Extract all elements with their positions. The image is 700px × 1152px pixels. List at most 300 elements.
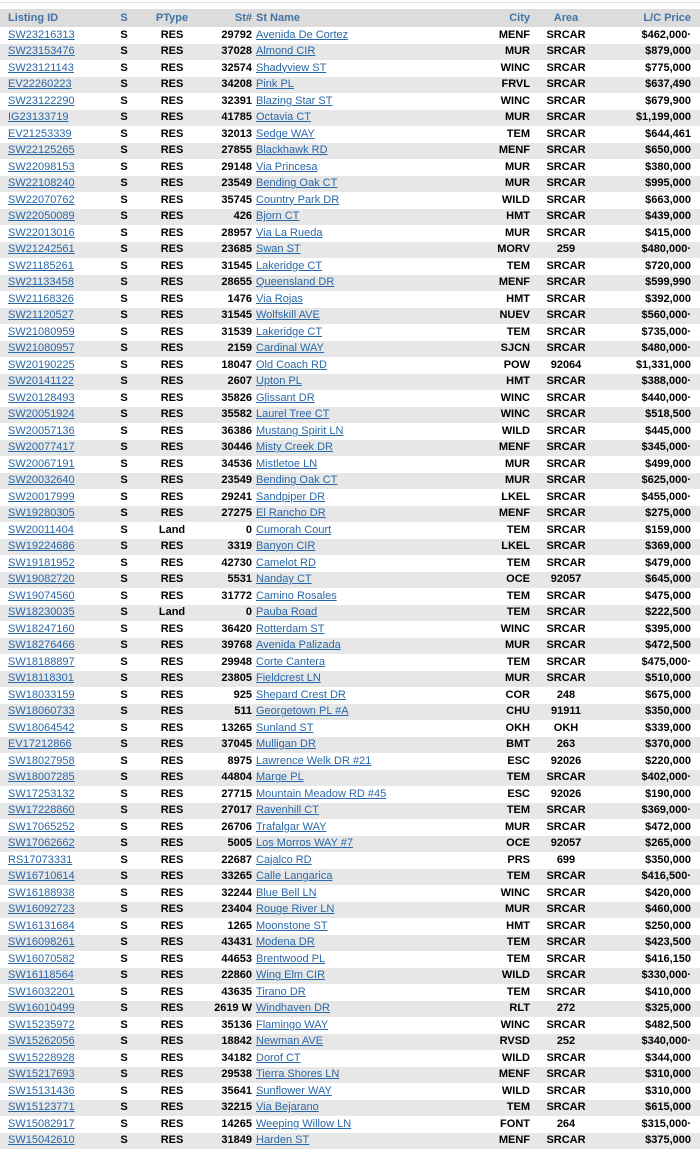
listing-id-link[interactable]: SW21080959 xyxy=(8,325,75,338)
street-name-link[interactable]: Mustang Spirit LN xyxy=(256,424,344,437)
table-row xyxy=(0,1017,700,1034)
st-number-cell: 32574 xyxy=(221,61,252,74)
st-number-cell: 29241 xyxy=(221,490,252,503)
st-number-cell: 33265 xyxy=(204,869,254,886)
st-name-cell xyxy=(254,687,450,704)
st-name-cell xyxy=(254,869,450,886)
price-cell: $395,000 xyxy=(645,622,691,635)
listing-id-link[interactable]: SW19224686 xyxy=(8,540,75,553)
table-row xyxy=(0,572,700,589)
st-number-cell: 31849 xyxy=(204,1133,254,1150)
listing-id-link[interactable]: SW22125265 xyxy=(8,144,75,157)
ptype-cell: RES xyxy=(140,176,204,193)
area-cell: 259 xyxy=(530,242,602,259)
st-name-cell xyxy=(254,770,450,787)
area-cell: SRCAR xyxy=(546,523,586,536)
listing-id-link[interactable]: SW22070762 xyxy=(8,193,75,206)
city-cell: HMT xyxy=(450,374,530,391)
area-cell: SRCAR xyxy=(530,539,602,556)
table-row xyxy=(0,737,700,754)
status-cell: S xyxy=(108,869,140,886)
table-row xyxy=(0,638,700,655)
listing-id-link[interactable]: SW16010499 xyxy=(8,1002,75,1015)
street-name-link[interactable]: Sedge WAY xyxy=(256,127,315,140)
street-name-link[interactable]: Shadyview ST xyxy=(256,61,327,74)
ptype-cell: RES xyxy=(160,754,184,767)
street-name-link[interactable]: Banyon CIR xyxy=(256,540,316,553)
listing-id-cell xyxy=(0,671,108,688)
area-cell: 92064 xyxy=(550,358,582,371)
st-number-cell: 32391 xyxy=(221,94,252,107)
listing-id-link[interactable]: SW18027958 xyxy=(8,754,75,767)
street-name-link[interactable]: Mountain Meadow RD #45 xyxy=(256,787,387,800)
st-number-cell: 23404 xyxy=(204,902,254,919)
price-cell: $250,000 xyxy=(645,919,691,932)
listing-id-link[interactable]: SW19074560 xyxy=(8,589,75,602)
price-cell: $1,331,000 xyxy=(635,358,691,371)
st-name-cell xyxy=(254,984,450,1001)
listing-id-link[interactable]: SW16710614 xyxy=(8,870,75,883)
price-cell: $350,000 xyxy=(602,704,700,721)
listing-id-link[interactable]: SW17062662 xyxy=(8,837,75,850)
street-name-link[interactable]: Windhaven DR xyxy=(256,1002,330,1015)
st-number-cell: 36386 xyxy=(221,424,252,437)
listing-id-cell xyxy=(0,27,108,44)
listing-id-link[interactable]: SW18247160 xyxy=(8,622,75,635)
ptype-cell: RES xyxy=(160,556,184,569)
st-name-cell xyxy=(254,44,450,61)
city-cell: TEM xyxy=(450,605,530,622)
st-number-cell: 13265 xyxy=(221,721,252,734)
street-name-link[interactable]: Dorof CT xyxy=(256,1051,301,1064)
st-name-cell xyxy=(254,308,450,325)
street-name-link[interactable]: Lawrence Welk DR #21 xyxy=(256,754,372,767)
street-name-link[interactable]: Misty Creek DR xyxy=(256,441,334,454)
street-name-link[interactable]: Modena DR xyxy=(256,936,315,949)
city-cell: WILD xyxy=(501,193,530,206)
street-name-link[interactable]: Rotterdam ST xyxy=(256,622,325,635)
listing-id-link[interactable]: SW21133458 xyxy=(8,276,74,289)
listing-id-link[interactable]: SW20032640 xyxy=(8,474,75,487)
listing-id-link[interactable]: SW16032201 xyxy=(8,985,75,998)
status-cell: S xyxy=(120,292,128,305)
st-name-cell xyxy=(254,836,450,853)
city-cell: MUR xyxy=(504,457,530,470)
listing-id-cell xyxy=(0,902,108,919)
street-name-link[interactable]: Rouge River LN xyxy=(256,903,335,916)
listing-id-cell xyxy=(0,275,108,292)
price-cell: $644,461 xyxy=(645,127,691,140)
street-name-link[interactable]: Cardinal WAY xyxy=(256,342,324,355)
street-name-link[interactable]: Blue Bell LN xyxy=(256,886,317,899)
street-name-link[interactable]: Brentwood PL xyxy=(256,952,326,965)
table-row xyxy=(0,720,700,737)
listing-id-link[interactable]: SW20141122 xyxy=(8,375,74,388)
price-cell: $344,000 xyxy=(645,1051,691,1064)
status-cell: S xyxy=(108,176,140,193)
st-name-cell xyxy=(254,1017,450,1034)
status-cell: S xyxy=(108,638,140,655)
street-name-link[interactable]: Blazing Star ST xyxy=(256,94,333,107)
top-divider xyxy=(0,2,700,3)
status-cell: S xyxy=(120,1051,128,1064)
listing-id-link[interactable]: SW21185261 xyxy=(8,259,74,272)
price-cell: $472,000 xyxy=(645,820,691,833)
ptype-cell: RES xyxy=(140,209,204,226)
street-name-link[interactable]: Bending Oak CT xyxy=(256,474,338,487)
city-cell: WILD xyxy=(501,424,530,437)
street-name-link[interactable]: Octavia CT xyxy=(256,111,312,124)
listing-id-link[interactable]: SW20128493 xyxy=(8,391,75,404)
st-name-cell xyxy=(254,242,450,259)
listing-id-cell xyxy=(0,737,108,754)
column-header-status[interactable]: S xyxy=(108,9,140,27)
area-cell: 92057 xyxy=(530,572,602,589)
listing-id-link[interactable]: SW15262056 xyxy=(8,1035,75,1048)
st-name-cell xyxy=(254,588,450,605)
ptype-cell: RES xyxy=(140,902,204,919)
price-cell: $420,000 xyxy=(645,886,691,899)
area-cell: SRCAR xyxy=(546,94,586,107)
st-number-cell: 31772 xyxy=(221,589,252,602)
listing-id-cell xyxy=(0,341,108,358)
table-row xyxy=(0,159,700,176)
city-cell: TEM xyxy=(450,869,530,886)
st-number-cell: 35826 xyxy=(221,391,252,404)
city-cell: TEM xyxy=(506,589,530,602)
area-cell: SRCAR xyxy=(530,1100,602,1117)
table-row xyxy=(0,60,700,77)
st-name-cell xyxy=(254,1133,450,1150)
ptype-cell: RES xyxy=(140,1001,204,1018)
area-cell: SRCAR xyxy=(530,308,602,325)
status-cell: S xyxy=(108,440,140,457)
table-row xyxy=(0,225,700,242)
street-name-link[interactable]: Almond CIR xyxy=(256,45,316,58)
listing-id-link[interactable]: SW17253132 xyxy=(8,787,75,800)
street-name-link[interactable]: Swan ST xyxy=(256,243,301,256)
listing-id-link[interactable]: SW21080957 xyxy=(8,342,75,355)
price-cell: $995,000 xyxy=(602,176,700,193)
listing-id-link[interactable]: SW16098261 xyxy=(8,936,75,949)
ptype-cell: Land xyxy=(158,523,186,536)
listing-id-link[interactable]: SW20190225 xyxy=(8,358,75,371)
listing-id-link[interactable]: SW22013016 xyxy=(8,226,75,239)
st-number-cell: 35136 xyxy=(221,1018,252,1031)
table-row xyxy=(0,539,700,556)
listing-id-link[interactable]: SW20077417 xyxy=(8,441,75,454)
st-number-cell: 0 xyxy=(245,523,252,536)
ptype-cell: RES xyxy=(140,737,204,754)
listing-id-link[interactable]: SW19082720 xyxy=(8,573,75,586)
listing-id-link[interactable]: SW17065252 xyxy=(8,820,75,833)
listing-id-link[interactable]: EV22260223 xyxy=(8,78,72,91)
listing-id-link[interactable]: EV21253339 xyxy=(8,127,72,140)
listing-id-link[interactable]: SW18276466 xyxy=(8,639,75,652)
table-row xyxy=(0,489,700,506)
street-name-link[interactable]: Tierra Shores LN xyxy=(256,1068,340,1081)
table-row xyxy=(0,176,700,193)
listing-id-link[interactable]: IG23133719 xyxy=(8,111,69,124)
table-row xyxy=(0,374,700,391)
status-cell: S xyxy=(120,688,128,701)
ptype-cell: RES xyxy=(160,655,184,668)
listing-id-link[interactable]: SW20051924 xyxy=(8,408,75,421)
listing-id-link[interactable]: SW21168326 xyxy=(8,292,74,305)
listing-id-link[interactable]: SW19280305 xyxy=(8,507,75,520)
street-name-link[interactable]: Georgetown PL #A xyxy=(256,705,349,718)
city-cell: TEM xyxy=(450,770,530,787)
city-cell: PRS xyxy=(507,853,530,866)
listing-id-link[interactable]: SW15235972 xyxy=(8,1018,75,1031)
street-name-link[interactable]: Mulligan DR xyxy=(256,738,316,751)
street-name-link[interactable]: Sandpiper DR xyxy=(256,490,326,503)
listing-id-link[interactable]: SW23122290 xyxy=(8,94,75,107)
listing-id-link[interactable]: SW23216313 xyxy=(8,28,75,41)
listing-id-link[interactable]: SW16131684 xyxy=(8,919,75,932)
st-number-cell: 27017 xyxy=(204,803,254,820)
listing-id-link[interactable]: SW16092723 xyxy=(8,903,75,916)
st-name-cell xyxy=(254,951,450,968)
street-name-link[interactable]: Via Rojas xyxy=(256,292,303,305)
street-name-link[interactable]: Bjorn CT xyxy=(256,210,300,223)
ptype-cell: RES xyxy=(160,127,184,140)
street-name-link[interactable]: Old Coach RD xyxy=(256,358,327,371)
ptype-cell: RES xyxy=(140,143,204,160)
street-name-link[interactable]: Weeping Willow LN xyxy=(256,1117,352,1130)
street-name-link[interactable]: Camino Rosales xyxy=(256,589,337,602)
st-name-cell xyxy=(254,291,450,308)
price-cell: $472,500 xyxy=(602,638,700,655)
street-name-link[interactable]: Laurel Tree CT xyxy=(256,408,330,421)
listing-id-link[interactable]: SW18007285 xyxy=(8,771,75,784)
status-cell: S xyxy=(108,737,140,754)
city-cell: NUEV xyxy=(450,308,530,325)
column-header-listing-id[interactable]: Listing ID xyxy=(0,9,108,27)
street-name-link[interactable]: Lakeridge CT xyxy=(256,259,323,272)
street-name-link[interactable]: Moonstone ST xyxy=(256,919,328,932)
listing-id-link[interactable]: SW16118564 xyxy=(8,969,74,982)
price-cell: $879,000 xyxy=(602,44,700,61)
st-name-cell xyxy=(254,209,450,226)
street-name-link[interactable]: Via Princesa xyxy=(256,160,318,173)
street-name-link[interactable]: Blackhawk RD xyxy=(256,144,328,157)
street-name-link[interactable]: Via La Rueda xyxy=(256,226,323,239)
st-number-cell: 42730 xyxy=(221,556,252,569)
street-name-link[interactable]: Upton PL xyxy=(256,375,302,388)
table-row xyxy=(0,803,700,820)
city-cell: TEM xyxy=(506,523,530,536)
st-number-cell: 35641 xyxy=(221,1084,252,1097)
st-name-cell xyxy=(254,704,450,721)
listing-id-link[interactable]: EV17212866 xyxy=(8,738,72,751)
listing-id-cell xyxy=(0,1067,108,1084)
area-cell: SRCAR xyxy=(546,193,586,206)
st-number-cell: 22687 xyxy=(221,853,252,866)
street-name-link[interactable]: Via Bejarano xyxy=(256,1101,319,1114)
price-cell: $720,000 xyxy=(645,259,691,272)
area-cell: SRCAR xyxy=(530,209,602,226)
listing-id-link[interactable]: SW23153476 xyxy=(8,45,75,58)
listing-id-cell xyxy=(0,588,108,605)
status-cell: S xyxy=(108,308,140,325)
listing-id-link[interactable]: SW18118301 xyxy=(8,672,74,685)
column-header-st-name[interactable]: St Name xyxy=(254,9,450,27)
st-name-cell xyxy=(254,1116,450,1133)
listing-id-link[interactable]: SW15131436 xyxy=(8,1084,75,1097)
table-row xyxy=(0,440,700,457)
street-name-link[interactable]: Ravenhill CT xyxy=(256,804,319,817)
street-name-link[interactable]: Nanday CT xyxy=(256,573,312,586)
status-cell: S xyxy=(120,1117,128,1130)
price-cell: $445,000 xyxy=(645,424,691,437)
price-cell: $615,000 xyxy=(602,1100,700,1117)
st-name-cell xyxy=(254,423,450,440)
street-name-link[interactable]: El Rancho DR xyxy=(256,507,326,520)
street-name-link[interactable]: Harden ST xyxy=(256,1134,310,1147)
street-name-link[interactable]: Sunflower WAY xyxy=(256,1084,332,1097)
listing-id-link[interactable]: SW22050089 xyxy=(8,210,75,223)
listing-id-cell xyxy=(0,1001,108,1018)
city-cell: MUR xyxy=(450,902,530,919)
listings-body xyxy=(0,27,700,1149)
city-cell: MUR xyxy=(450,671,530,688)
street-name-link[interactable]: Wolfskill AVE xyxy=(256,309,320,322)
listing-id-link[interactable]: SW23121143 xyxy=(8,61,74,74)
area-cell: SRCAR xyxy=(546,391,586,404)
listing-id-link[interactable]: SW21242561 xyxy=(8,243,75,256)
listing-id-link[interactable]: SW18230035 xyxy=(8,606,75,619)
street-name-link[interactable]: Pink PL xyxy=(256,78,294,91)
listing-id-link[interactable]: SW22098153 xyxy=(8,160,75,173)
listing-id-link[interactable]: SW21120527 xyxy=(8,309,74,322)
listing-id-link[interactable]: SW18188897 xyxy=(8,655,75,668)
street-name-link[interactable]: Los Morros WAY #7 xyxy=(256,837,353,850)
listing-id-link[interactable]: SW16188938 xyxy=(8,886,75,899)
status-cell: S xyxy=(108,275,140,292)
street-name-link[interactable]: Cumorah Court xyxy=(256,523,332,536)
st-name-cell xyxy=(254,737,450,754)
status-cell: S xyxy=(108,968,140,985)
street-name-link[interactable]: Country Park DR xyxy=(256,193,340,206)
street-name-link[interactable]: Fieldcrest LN xyxy=(256,672,321,685)
street-name-link[interactable]: Wing Elm CIR xyxy=(256,969,326,982)
street-name-link[interactable]: Trafalgar WAY xyxy=(256,820,327,833)
city-cell: ESC xyxy=(507,754,530,767)
street-name-link[interactable]: Queensland DR xyxy=(256,276,335,289)
city-cell: TEM xyxy=(506,985,530,998)
area-cell: SRCAR xyxy=(530,671,602,688)
listing-id-link[interactable]: SW20067191 xyxy=(8,457,75,470)
st-number-cell: 29538 xyxy=(204,1067,254,1084)
listing-id-link[interactable]: SW17228860 xyxy=(8,804,75,817)
street-name-link[interactable]: Avenida Palizada xyxy=(256,639,341,652)
listing-id-link[interactable]: SW18060733 xyxy=(8,705,75,718)
listing-id-cell xyxy=(0,555,108,572)
listing-id-link[interactable]: SW22108240 xyxy=(8,177,75,190)
listing-id-cell xyxy=(0,522,108,539)
ptype-cell: RES xyxy=(140,341,204,358)
st-name-cell xyxy=(254,1001,450,1018)
listing-id-link[interactable]: SW15217693 xyxy=(8,1068,75,1081)
street-name-link[interactable]: Glissant DR xyxy=(256,391,315,404)
street-name-link[interactable]: Newman AVE xyxy=(256,1035,324,1048)
listing-id-link[interactable]: SW20011404 xyxy=(8,523,74,536)
street-name-link[interactable]: Marge PL xyxy=(256,771,304,784)
listing-id-link[interactable]: SW18064542 xyxy=(8,721,75,734)
listing-id-link[interactable]: SW15228928 xyxy=(8,1051,75,1064)
city-cell: HMT xyxy=(450,209,530,226)
listing-id-link[interactable]: SW18033159 xyxy=(8,688,75,701)
ptype-cell: RES xyxy=(140,803,204,820)
price-cell: $679,900 xyxy=(645,94,691,107)
st-name-cell xyxy=(254,539,450,556)
listing-id-link[interactable]: SW19181952 xyxy=(8,556,75,569)
listing-id-link[interactable]: SW20017999 xyxy=(8,490,75,503)
street-name-link[interactable]: Shepard Crest DR xyxy=(256,688,346,701)
area-cell: SRCAR xyxy=(546,655,586,668)
column-header-ptype[interactable]: PType xyxy=(140,9,204,27)
table-row xyxy=(0,357,700,374)
status-cell: S xyxy=(108,803,140,820)
status-cell: S xyxy=(108,605,140,622)
street-name-link[interactable]: Camelot RD xyxy=(256,556,316,569)
st-name-cell xyxy=(254,852,450,869)
listing-id-link[interactable]: SW15042610 xyxy=(8,1134,75,1147)
street-name-link[interactable]: Avenida De Cortez xyxy=(256,28,349,41)
price-cell: $265,000 xyxy=(602,836,700,853)
street-name-link[interactable]: Bending Oak CT xyxy=(256,177,338,190)
column-header-price[interactable]: L/C Price xyxy=(602,9,700,27)
street-name-link[interactable]: Corte Cantera xyxy=(256,655,326,668)
street-name-link[interactable]: Sunland ST xyxy=(256,721,314,734)
city-cell: WINC xyxy=(500,622,530,635)
status-cell: S xyxy=(120,457,128,470)
column-header-area[interactable]: Area xyxy=(530,9,602,27)
st-number-cell: 23805 xyxy=(204,671,254,688)
st-name-cell xyxy=(254,1067,450,1084)
listing-id-cell xyxy=(0,506,108,523)
street-name-link[interactable]: Calle Langarica xyxy=(256,870,333,883)
area-cell: SRCAR xyxy=(546,820,586,833)
street-name-link[interactable]: Mistletoe LN xyxy=(256,457,318,470)
st-name-cell xyxy=(254,572,450,589)
listing-id-link[interactable]: RS17073331 xyxy=(8,853,73,866)
street-name-link[interactable]: Pauba Road xyxy=(256,606,318,619)
listing-id-link[interactable]: SW20057136 xyxy=(8,424,75,437)
column-header-city[interactable]: City xyxy=(450,9,530,27)
area-cell: 252 xyxy=(530,1034,602,1051)
price-cell: $388,000· xyxy=(602,374,700,391)
street-name-link[interactable]: Lakeridge CT xyxy=(256,325,323,338)
price-cell: $735,000· xyxy=(641,325,691,338)
status-cell: S xyxy=(108,539,140,556)
area-cell: SRCAR xyxy=(530,803,602,820)
area-cell: SRCAR xyxy=(530,968,602,985)
street-name-link[interactable]: Cajalco RD xyxy=(256,853,312,866)
st-name-cell xyxy=(254,258,450,275)
street-name-link[interactable]: Flamingo WAY xyxy=(256,1018,329,1031)
listing-id-link[interactable]: SW15082917 xyxy=(8,1117,75,1130)
price-cell: $462,000· xyxy=(641,28,691,41)
st-name-cell xyxy=(254,1100,450,1117)
listing-id-link[interactable]: SW16070582 xyxy=(8,952,75,965)
st-name-cell xyxy=(254,357,450,374)
column-header-st-number[interactable]: St# xyxy=(204,9,254,27)
street-name-link[interactable]: Tirano DR xyxy=(256,985,306,998)
listing-id-link[interactable]: SW15123771 xyxy=(8,1101,75,1114)
listing-id-cell xyxy=(0,44,108,61)
